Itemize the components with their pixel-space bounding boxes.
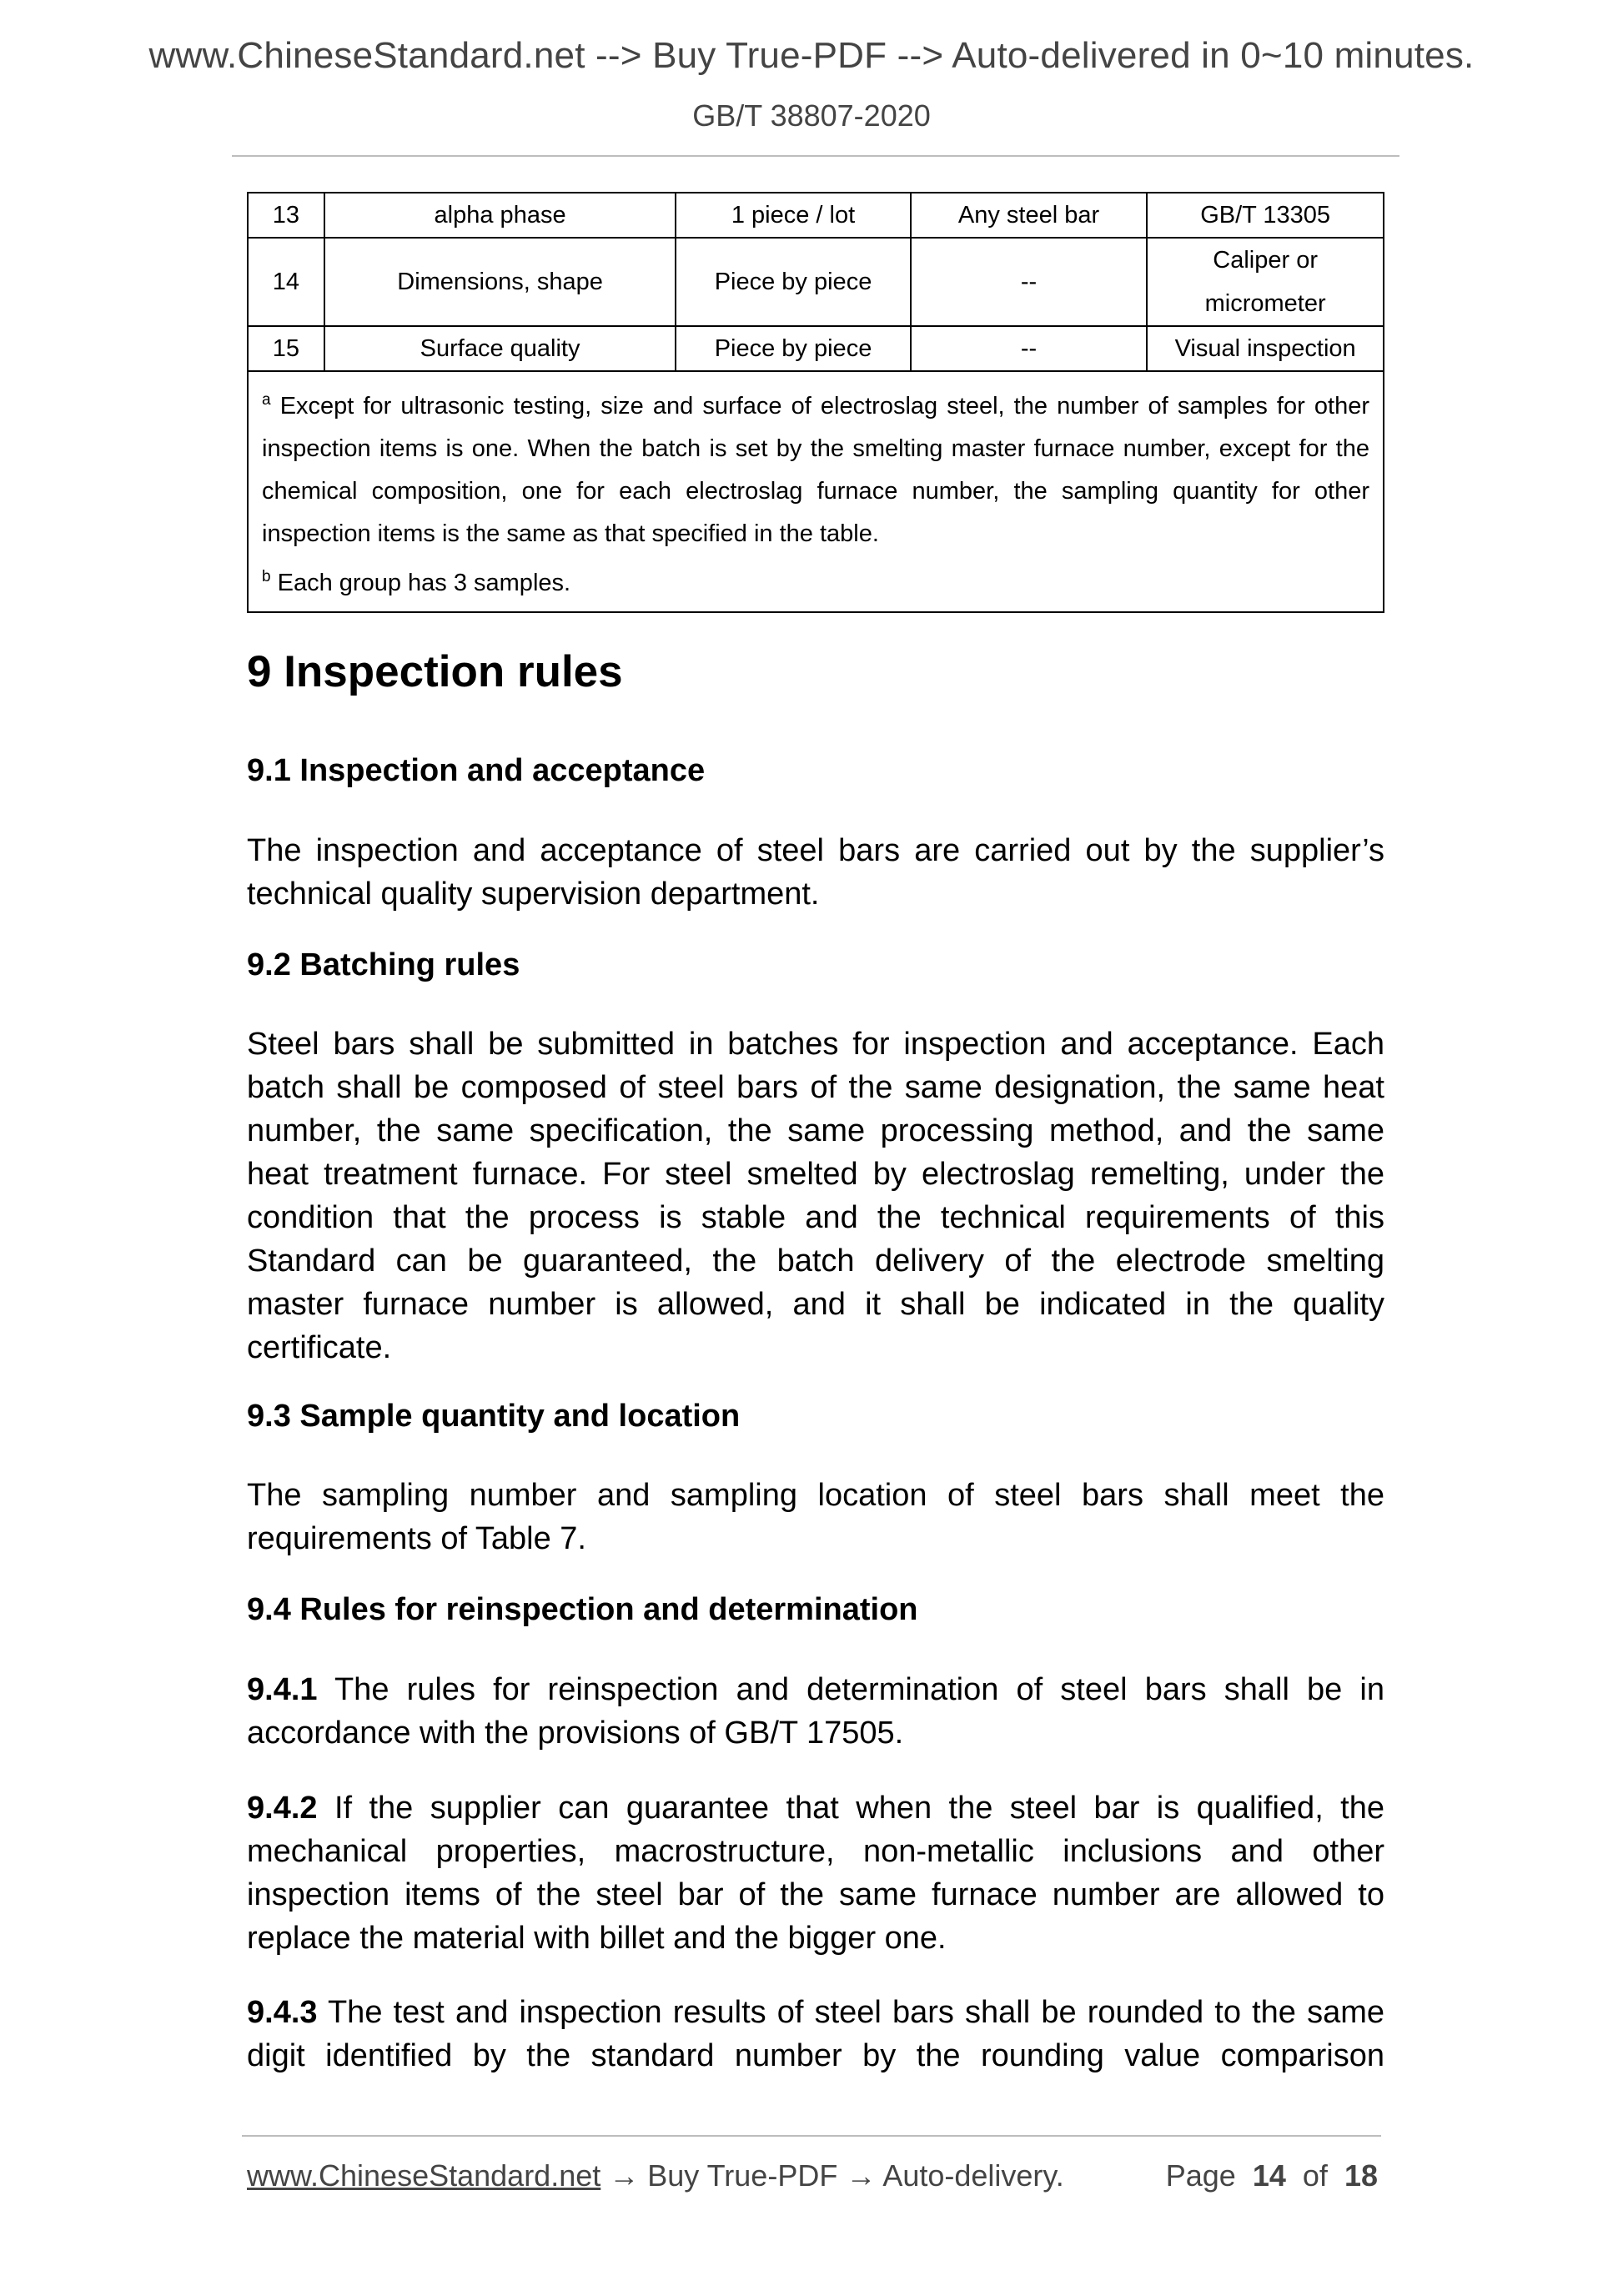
text-line: technical quality supervision department. [247,877,820,912]
note-a-line: inspection items is one. When the batch is set by the smelting master furnace number, except for the [262,435,1369,462]
text-line: Steel bars shall be submitted in batches for inspection and acceptance. Each [247,1027,1384,1062]
table-cell: -- [911,326,1147,371]
text-line: Standard can be guaranteed, the batch delivery of the electrode smelting [247,1243,1384,1279]
subsection-title: 9.1 Inspection and acceptance [247,753,706,788]
text-line: batch shall be composed of steel bars of the same designation, the same heat [247,1070,1384,1105]
text-line: heat treatment furnace. For steel smelted by electroslag remelting, under the [247,1157,1384,1192]
text-line: mechanical properties, macrostructure, non-metallic inclusions and other [247,1834,1384,1869]
table-cell: Surface quality [324,326,676,371]
text-line: condition that the process is stable and the technical requirements of this [247,1200,1384,1235]
method-line: micrometer [1204,290,1326,317]
table-cell [1147,238,1384,326]
paragraph [247,1474,1384,1560]
text-line [247,1786,1384,1830]
clause-number: 9.4.2 [247,1791,318,1826]
table-cell: Visual inspection [1147,326,1384,371]
table-cell: 13 [248,193,324,238]
total-pages: 18 [1344,2158,1378,2193]
text-run: If the supplier can guarantee that when the steel bar is qualified, the [317,1791,1384,1826]
table-note-row [248,371,1384,612]
text-run: The rules for reinspection and determination of steel bars shall be in [317,1672,1384,1707]
paragraph [247,1022,1384,1369]
subsection-title: 9.3 Sample quantity and location [247,1399,741,1434]
table-cell: Piece by piece [676,326,911,371]
table-row [248,238,1384,326]
note-a-line: inspection items is the same as that specified in the table. [262,520,879,547]
table-cell: Piece by piece [676,238,911,326]
text-line: inspection items of the steel bar of the same furnace number are allowed to [247,1877,1384,1912]
table-cell: -- [911,238,1147,326]
clause-number: 9.4.3 [247,1995,318,2030]
table-cell: Any steel bar [911,193,1147,238]
page-indicator [1166,2158,1378,2193]
text-line: number, the same specification, the same processing method, and the same [247,1113,1384,1148]
text-line [247,1668,1384,1711]
paragraph [247,1668,1384,1755]
table-cell: 15 [248,326,324,371]
footer-divider [242,2135,1381,2137]
inspection-table [247,192,1384,613]
text-line: requirements of Table 7. [247,1521,586,1556]
table-cell: 14 [248,238,324,326]
paragraph [247,1991,1384,2077]
current-page: 14 [1252,2158,1286,2193]
of-label: of [1302,2158,1328,2193]
page-label: Page [1165,2158,1236,2193]
table-cell: Dimensions, shape [324,238,676,326]
table-row [248,326,1384,371]
text-line: certificate. [247,1330,392,1365]
clause-number: 9.4.1 [247,1672,318,1707]
text-line: digit identified by the standard number by the rounding value comparison [247,2038,1384,2073]
note-text: Except for ultrasonic testing, size and surface of electroslag steel, the number of samples for other [279,393,1369,420]
text-line: master furnace number is allowed, and it shall be indicated in the quality [247,1287,1384,1322]
section-title: 9 Inspection rules [247,647,623,696]
method-line: Caliper or [1213,247,1318,274]
text-line: The sampling number and sampling location of steel bars shall meet the [247,1478,1384,1513]
subsection-title: 9.2 Batching rules [247,947,520,982]
text-line [247,1991,1384,2034]
text-line: The inspection and acceptance of steel bars are carried out by the supplier’s [247,833,1384,868]
table-cell: GB/T 13305 [1147,193,1384,238]
note-b-line [262,555,1369,605]
header-banner: www.ChineseStandard.net --> Buy True-PDF --> Auto-delivered in 0~10 minutes. [148,35,1475,76]
note-a-line [262,379,1369,428]
document-id: GB/T 38807-2020 [692,98,931,133]
table-cell: 1 piece / lot [676,193,911,238]
footer-site-link[interactable]: www.ChineseStandard.net [247,2158,601,2193]
table-row [248,193,1384,238]
paragraph [247,829,1384,916]
text-line: accordance with the provisions of GB/T 17505. [247,1716,904,1751]
table-notes [248,371,1384,612]
subsection-title: 9.4 Rules for reinspection and determination [247,1592,918,1627]
footer-tagline: → Buy True-PDF → Auto-delivery. [600,2158,1064,2193]
header-divider [232,155,1399,157]
note-a-line: chemical composition, one for each electroslag furnace number, the sampling quantity for other [262,478,1369,505]
paragraph [247,1786,1384,1960]
text-line: replace the material with billet and the bigger one. [247,1921,947,1956]
note-a-mark: a [262,391,271,409]
footer-links [247,2158,1064,2193]
note-text: Each group has 3 samples. [277,570,571,596]
table-cell: alpha phase [324,193,676,238]
text-run: The test and inspection results of steel bars shall be rounded to the same [317,1995,1384,2030]
note-b-mark: b [262,568,271,585]
